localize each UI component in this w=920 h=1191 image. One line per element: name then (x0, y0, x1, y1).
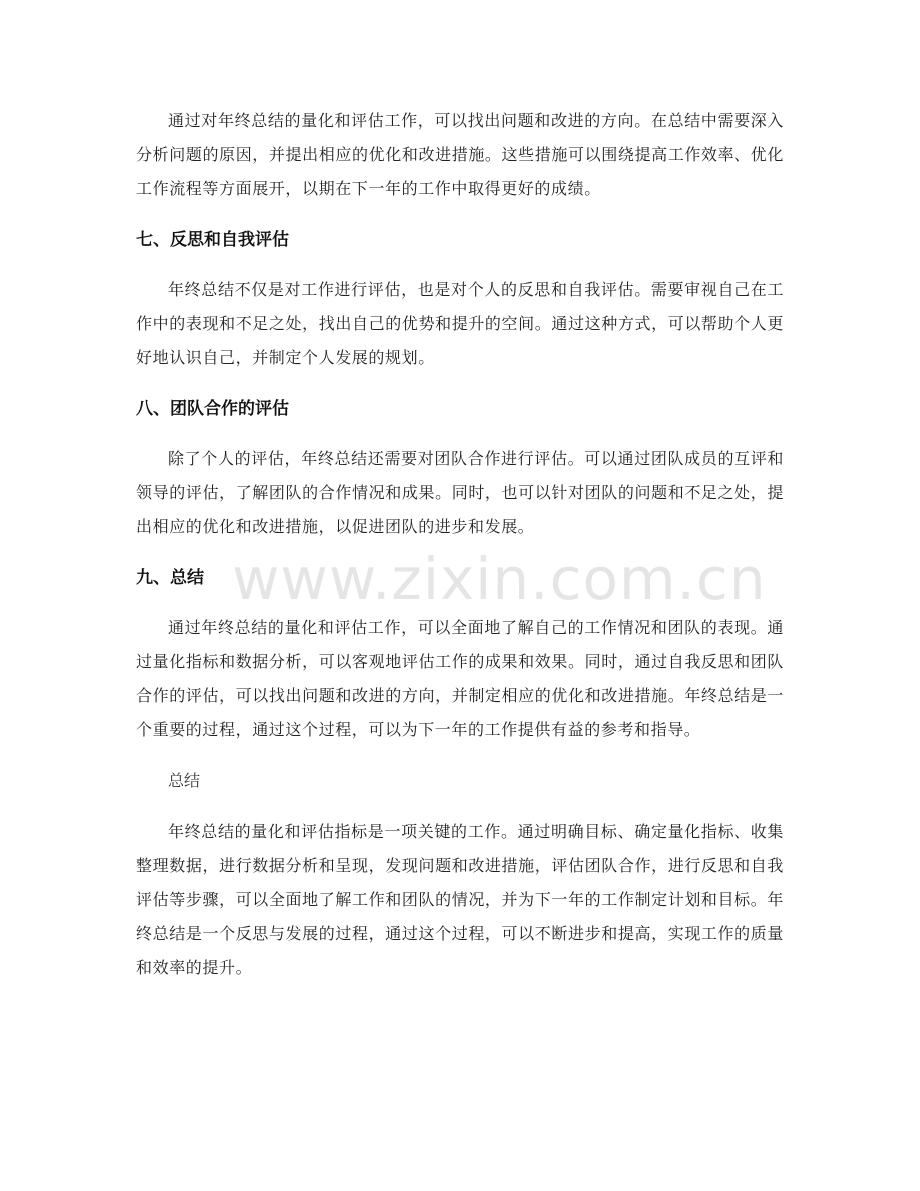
summary-paragraph: 年终总结的量化和评估指标是一项关键的工作。通过明确目标、确定量化指标、收集整理数据，进行数据分析和呈现，发现问题和改进措施，评估团队合作，进行反思和自我评估等步骤，可以全面地了解工作和团队的情况，并为下一年的工作制定计划和目标。年终总结是一个反思与发展的过程，通过这个过程，可以不断进步和提高，实现工作的质量和效率的提升。 (136, 822, 784, 977)
section-7-heading: 七、反思和自我评估 (136, 230, 289, 250)
document-body (136, 104, 784, 985)
section-8-paragraph: 除了个人的评估，年终总结还需要对团队合作进行评估。可以通过团队成员的互评和领导的评估，了解团队的合作情况和成果。同时，也可以针对团队的问题和不足之处，提出相应的优化和改进措施，以促进团队的进步和发展。 (136, 449, 784, 536)
section-8-heading: 八、团队合作的评估 (136, 399, 289, 419)
section-9-heading: 九、总结 (136, 568, 204, 588)
watermark: www.zixin.com.cn (232, 545, 767, 613)
summary-label: 总结 (168, 771, 201, 790)
section-9-paragraph: 通过年终总结的量化和评估工作，可以全面地了解自己的工作情况和团队的表现。通过量化指标和数据分析，可以客观地评估工作的成果和效果。同时，通过自我反思和团队合作的评估，可以找出问题和改进的方向，并制定相应的优化和改进措施。年终总结是一个重要的过程，通过这个过程，可以为下一年的工作提供有益的参考和指导。 (136, 618, 784, 739)
section-7-paragraph: 年终总结不仅是对工作进行评估，也是对个人的反思和自我评估。需要审视自己在工作中的表现和不足之处，找出自己的优势和提升的空间。通过这种方式，可以帮助个人更好地认识自己，并制定个人发展的规划。 (136, 280, 784, 367)
intro-paragraph: 通过对年终总结的量化和评估工作，可以找出问题和改进的方向。在总结中需要深入分析问题的原因，并提出相应的优化和改进措施。这些措施可以围绕提高工作效率、优化工作流程等方面展开，以期在下一年的工作中取得更好的成绩。 (136, 111, 784, 198)
